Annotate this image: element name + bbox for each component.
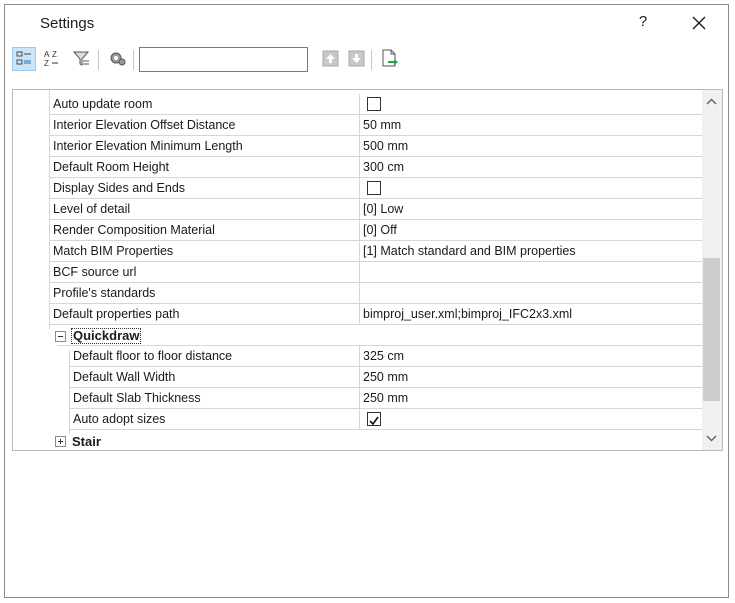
property-row[interactable] — [13, 262, 702, 283]
property-value[interactable]: 500 mm — [359, 136, 702, 157]
property-row[interactable] — [13, 346, 702, 367]
settings-gear-button[interactable] — [106, 47, 130, 71]
property-name: Default Wall Width — [69, 367, 360, 388]
property-name: Display Sides and Ends — [49, 178, 360, 199]
close-button[interactable] — [689, 13, 709, 33]
close-icon — [689, 13, 709, 33]
alphabetical-sort-button[interactable] — [40, 47, 64, 71]
dialog-title: Settings — [40, 15, 95, 32]
property-name: Default floor to floor distance — [69, 346, 360, 367]
property-value[interactable] — [359, 262, 702, 283]
export-button[interactable] — [378, 47, 402, 71]
settings-dialog — [4, 4, 729, 598]
category-stair[interactable] — [13, 430, 702, 451]
property-value[interactable]: 325 cm — [359, 346, 702, 367]
property-row-display-sides[interactable] — [13, 178, 702, 199]
auto-adopt-sizes-checkbox[interactable] — [367, 412, 381, 426]
category-label: Stair — [72, 434, 101, 449]
toolbar — [12, 47, 712, 75]
categorized-view-button[interactable] — [12, 47, 36, 71]
property-row[interactable] — [13, 241, 702, 262]
scroll-down-icon[interactable] — [706, 432, 717, 444]
property-row[interactable] — [13, 136, 702, 157]
filter-icon — [70, 47, 92, 69]
property-name: Level of detail — [49, 199, 360, 220]
property-row[interactable] — [13, 157, 702, 178]
property-row[interactable] — [13, 115, 702, 136]
category-quickdraw[interactable] — [13, 325, 702, 346]
export-icon — [378, 47, 400, 69]
filter-button[interactable] — [70, 47, 94, 71]
auto-update-room-checkbox[interactable] — [367, 97, 381, 111]
property-name: Default Slab Thickness — [69, 388, 360, 409]
property-value[interactable]: 300 cm — [359, 157, 702, 178]
property-row[interactable] — [13, 283, 702, 304]
property-row-auto-update-room[interactable] — [13, 94, 702, 115]
svg-text:A: A — [44, 50, 50, 59]
scrollbar-thumb[interactable] — [703, 258, 720, 401]
property-name: Interior Elevation Offset Distance — [49, 115, 360, 136]
property-value — [359, 409, 702, 430]
property-name: BCF source url — [49, 262, 360, 283]
expand-icon[interactable] — [55, 436, 66, 447]
categorized-view-icon — [13, 48, 35, 70]
property-value[interactable]: 250 mm — [359, 388, 702, 409]
property-name: Render Composition Material — [49, 220, 360, 241]
move-up-icon — [319, 47, 341, 69]
property-row-auto-adopt-sizes[interactable] — [13, 409, 702, 430]
property-value[interactable] — [359, 283, 702, 304]
property-grid — [12, 89, 723, 451]
move-up-button[interactable] — [319, 47, 343, 71]
property-name: Interior Elevation Minimum Length — [49, 136, 360, 157]
property-name: Match BIM Properties — [49, 241, 360, 262]
svg-text:Z: Z — [44, 59, 49, 68]
property-name: Default Room Height — [49, 157, 360, 178]
property-name: Default properties path — [49, 304, 360, 325]
property-row[interactable] — [13, 388, 702, 409]
svg-text:Z: Z — [52, 50, 57, 59]
alphabetical-sort-icon — [40, 47, 62, 69]
property-row[interactable] — [13, 367, 702, 388]
property-name: Auto adopt sizes — [69, 409, 360, 430]
property-value[interactable]: [0] Low — [359, 199, 702, 220]
property-name: Profile's standards — [49, 283, 360, 304]
property-value[interactable]: 250 mm — [359, 367, 702, 388]
property-value — [359, 178, 702, 199]
property-row[interactable] — [13, 220, 702, 241]
collapse-icon[interactable] — [55, 331, 66, 342]
property-value — [359, 94, 702, 115]
checkmark-icon — [368, 415, 380, 427]
property-value[interactable]: [1] Match standard and BIM properties — [359, 241, 702, 262]
scroll-up-icon[interactable] — [706, 96, 717, 108]
category-label: Quickdraw — [73, 328, 140, 343]
property-value[interactable]: [0] Off — [359, 220, 702, 241]
property-row[interactable] — [13, 199, 702, 220]
search-input[interactable] — [139, 47, 308, 72]
settings-gear-icon — [106, 47, 128, 69]
display-sides-checkbox[interactable] — [367, 181, 381, 195]
property-value[interactable]: 50 mm — [359, 115, 702, 136]
move-down-icon — [345, 47, 367, 69]
vertical-scrollbar[interactable] — [702, 90, 722, 450]
help-button[interactable]: ? — [638, 13, 648, 30]
property-value[interactable]: bimproj_user.xml;bimproj_IFC2x3.xml — [359, 304, 702, 325]
property-name: Auto update room — [49, 94, 360, 115]
property-row[interactable] — [13, 304, 702, 325]
move-down-button[interactable] — [345, 47, 369, 71]
